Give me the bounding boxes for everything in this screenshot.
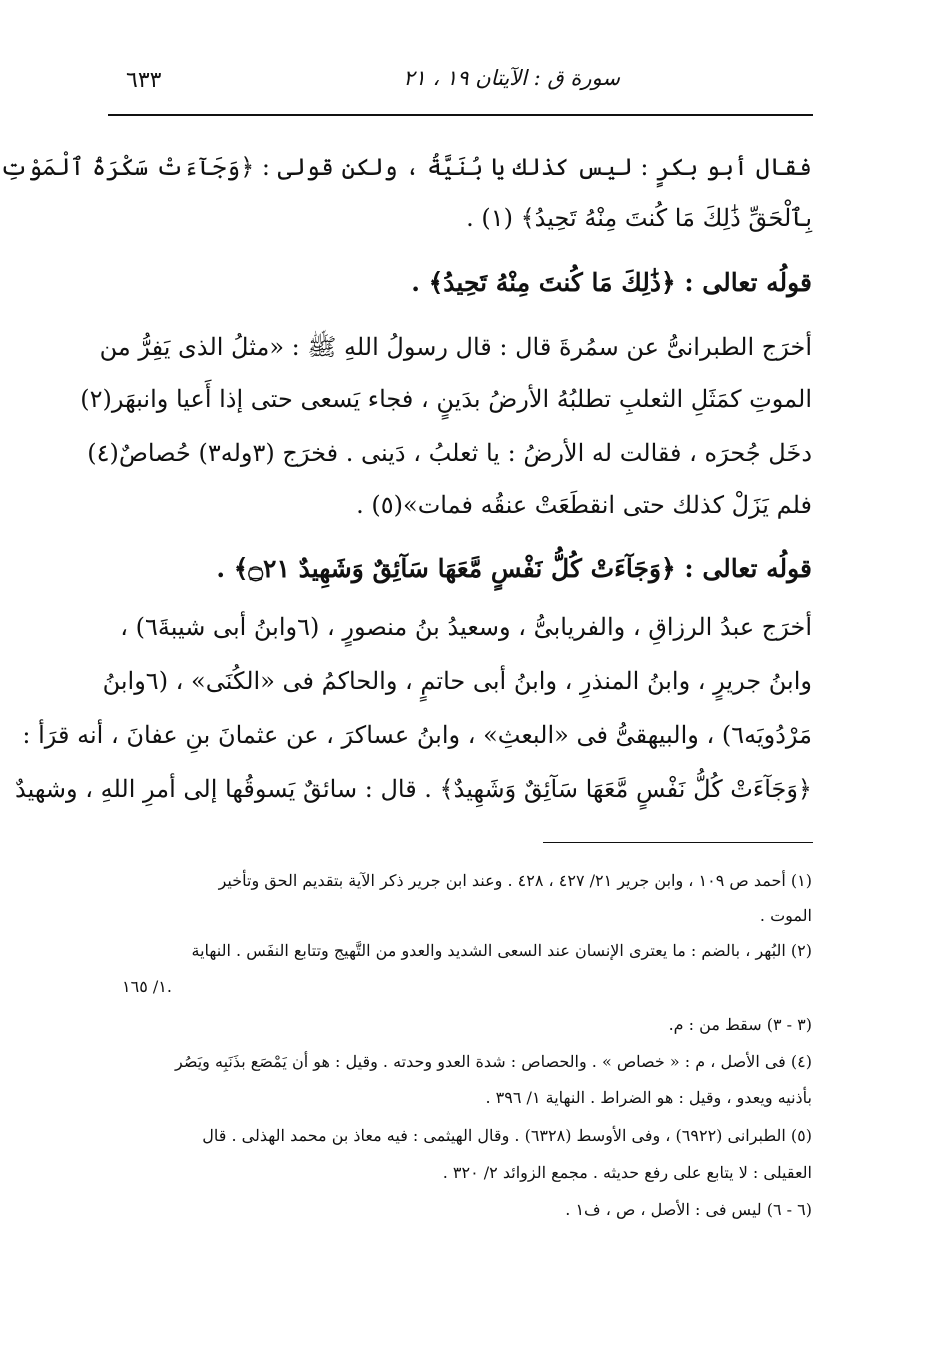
verse-heading: قولُه تعالى : ﴿ذَٰلِكَ مَا كُنتَ مِنْهُ تَحِيدُ﴾ . (411, 268, 812, 297)
footnote-line: ١/ ١٦٥. (122, 977, 172, 996)
page-header (110, 66, 810, 106)
body-line: أخرَج عبدُ الرزاقِ ، والفريابىُّ ، وسعيدُ بنُ منصورٍ ، (٦وابنُ أبى شيبةَ٦) ، (120, 613, 812, 641)
footnote-line: (٤) فى الأصل ، م : « خصاص » . والحصاص : شدة العدو وحدته . وقيل : هو أن يَمْصَع بذَنَبِه ويَصُر (175, 1052, 812, 1071)
header-rule (108, 114, 813, 116)
footnote-line: (٦ - ٦) ليس فى : الأصل ، ص ، ف١ . (565, 1200, 812, 1219)
body-line: الموتِ كمَثَلِ الثعلبِ تطلبُهُ الأرضُ بدَينٍ ، فجاء يَسعى حتى إذا أَعيا وانبهَر(٢) (80, 385, 812, 413)
footnote-line: الموت . (759, 906, 812, 925)
verse-heading: قولُه تعالى : ﴿وَجَآءَتْ كُلُّ نَفْسٍ مَّعَهَا سَآئِقٌ وَشَهِيدٌ ۝٢١﴾ . (216, 554, 812, 583)
page-number: ٦٣٣ (126, 68, 162, 93)
footnote-line: (١) أحمد ص ١٠٩ ، وابن جرير ٢١/ ٤٢٧ ، ٤٢٨ . وعند ابن جرير ذكر الآية بتقديم الحق وتأخير (218, 871, 812, 890)
body-line: مَرْدُويَه٦) ، والبيهقىُّ فى «البعثِ» ، وابنُ عساكرَ ، عن عثمانَ بنِ عفانَ ، أنه قرَأ : (22, 721, 812, 749)
footnote-line: العقيلى : لا يتابع على رفع حديثه . مجمع الزوائد ٢/ ٣٢٠ . (442, 1163, 812, 1182)
body-line: دخَل جُحرَه ، فقالت له الأرضُ : يا ثعلبُ ، دَينى . فخرَج (٣وله٣) حُصاصٌ(٤) (87, 439, 812, 467)
footnote-line: (٢) البُهر ، بالضم : ما يعترى الإنسان عند السعى الشديد والعدو من التَّهيج وتتابع النفَس . النهاية (191, 941, 812, 960)
body-line: فلم يَزَلْ كذلك حتى انقطَعَتْ عنقُه فمات»(٥) . (356, 491, 812, 519)
footnote-separator (543, 842, 813, 843)
footnote-line: بأذنيه ويعدو ، وقيل : هو الضراط . النهاية ١/ ٣٩٦ . (485, 1088, 812, 1107)
body-line: أخرَج الطبرانىُّ عن سمُرةَ قال : قال رسولُ اللهِ ﷺ : «مثلُ الذى يَفِرُّ من (99, 333, 812, 361)
body-line: فقال أبو بكرٍ : ليس كذلك يا بُنَيَّةُ ، ولكن قولى : ﴿وَجَآءَتْ سَكْرَةُ ٱلْمَوْتِ (0, 153, 812, 181)
running-title: سورة ق : الآيتان ١٩ ، ٢١ (403, 66, 620, 90)
body-line: ﴿وَجَآءَتْ كُلُّ نَفْسٍ مَّعَهَا سَآئِقٌ وَشَهِيدٌ﴾ . قال : سائقٌ يَسوقُها إلى أمرِ اللهِ ، وشهيدٌ (14, 775, 812, 803)
footnote-line: (٥) الطبرانى (٦٩٢٢) ، وفى الأوسط (٦٣٢٨) . وقال الهيثمى : فيه معاذ بن محمد الهذلى . قال (202, 1126, 812, 1145)
body-line: وابنُ جريرٍ ، وابنُ المنذرِ ، وابنُ أبى حاتمٍ ، والحاكمُ فى «الكُنَى» ، (٦وابنُ (102, 667, 812, 695)
footnote-line: (٣ - ٣) سقط من : م. (668, 1015, 812, 1034)
body-line: بِٱلْحَقِّ ذَٰلِكَ مَا كُنتَ مِنْهُ تَحِيدُ﴾ (١) . (466, 204, 812, 232)
